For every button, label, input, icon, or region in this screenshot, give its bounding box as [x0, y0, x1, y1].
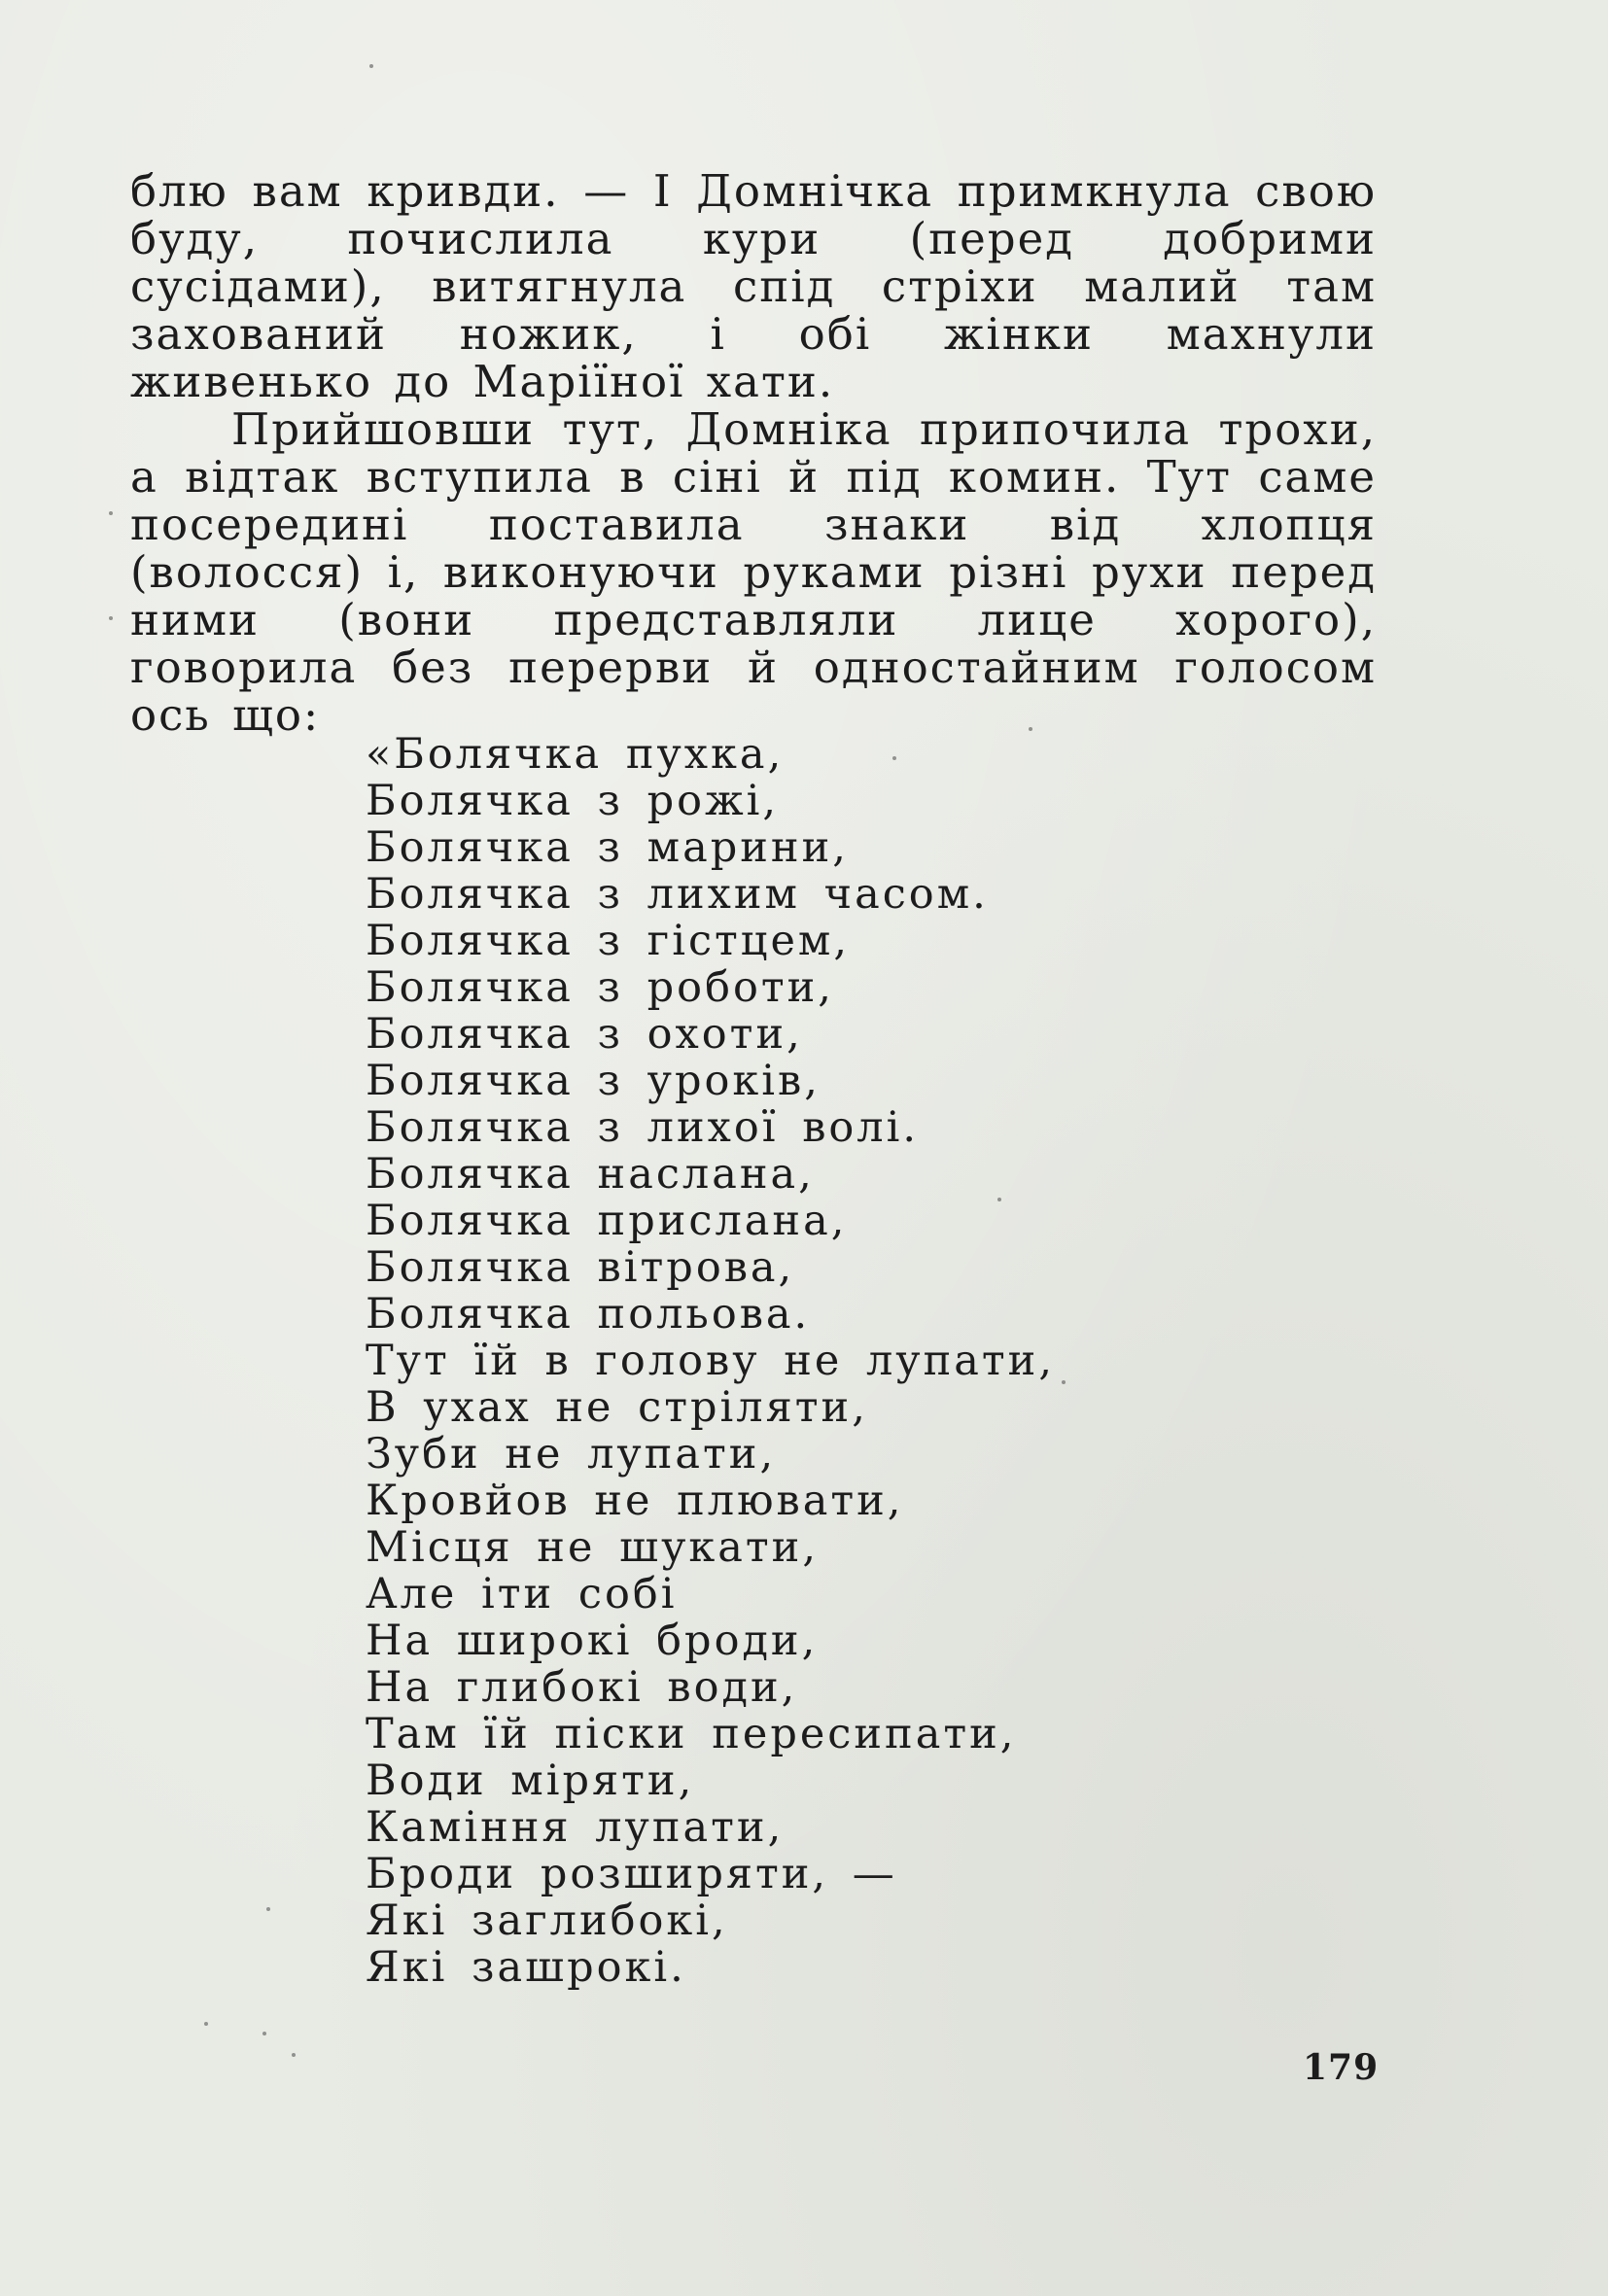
- scan-speck: [1062, 1380, 1066, 1384]
- verse-line-15: В ухах не стріляти,: [366, 1383, 868, 1432]
- verse-line-12: Болячка вітрова,: [366, 1243, 795, 1292]
- scan-speck: [997, 1198, 1001, 1201]
- verse-line-5: Болячка з гістцем,: [366, 917, 851, 965]
- verse-line-26: Які заглибокі,: [366, 1896, 728, 1945]
- verse-line-27: Які зашрокі.: [366, 1943, 686, 1992]
- paragraph-1: блю вам кривди. — І Домнічка примкнула свою буду, почислила кури (перед добрими сусідами), витягнула спід стріхи малий там захований ножик, і обі жінки махнули живенько до Маріїної хати.: [130, 165, 1377, 407]
- paragraph-2: Прийшовши тут, Домніка припочила трохи, а відтак вступила в сіні й під комин. Тут саме посередині поставила знаки від хлопця (волосся) і, виконуючи руками різні рухи перед ними (вони представляли лице хорого), говорила без перерви й одностайним голосом ось що:: [130, 403, 1377, 741]
- scan-speck: [262, 2032, 266, 2035]
- scan-speck: [204, 2022, 208, 2026]
- verse-line-17: Кровйов не плювати,: [366, 1477, 904, 1525]
- verse-line-25: Броди розширяти, —: [366, 1850, 897, 1898]
- scan-speck: [109, 511, 113, 515]
- scan-speck: [369, 64, 373, 68]
- verse-line-14: Тут їй в голову не лупати,: [366, 1337, 1055, 1385]
- incantation-verse: [366, 731, 1055, 1991]
- verse-line-7: Болячка з охоти,: [366, 1010, 803, 1059]
- verse-line-6: Болячка з роботи,: [366, 963, 834, 1012]
- verse-line-8: Болячка з уроків,: [366, 1057, 821, 1105]
- scan-speck: [1029, 727, 1032, 731]
- verse-line-2: Болячка з рожі,: [366, 777, 780, 825]
- page-number: 179: [1303, 2047, 1380, 2088]
- verse-line-4: Болячка з лихим часом.: [366, 870, 989, 919]
- prose-text: [130, 167, 1377, 739]
- verse-line-13: Болячка польова.: [366, 1290, 811, 1339]
- scan-speck: [892, 756, 896, 760]
- verse-line-21: На глибокі води,: [366, 1663, 798, 1712]
- verse-line-3: Болячка з марини,: [366, 823, 849, 872]
- verse-line-1: «Болячка пухка,: [366, 730, 785, 779]
- verse-line-19: Але іти собі: [366, 1570, 678, 1618]
- verse-line-24: Каміння лупати,: [366, 1803, 785, 1852]
- verse-line-23: Води міряти,: [366, 1757, 695, 1805]
- scan-speck: [292, 2053, 296, 2057]
- verse-line-16: Зуби не лупати,: [366, 1430, 777, 1478]
- verse-line-11: Болячка прислана,: [366, 1197, 848, 1245]
- scan-speck: [266, 1907, 270, 1911]
- verse-line-9: Болячка з лихої волі.: [366, 1103, 920, 1152]
- verse-line-18: Місця не шукати,: [366, 1523, 819, 1572]
- verse-line-20: На широкі броди,: [366, 1617, 819, 1665]
- scan-speck: [109, 616, 113, 620]
- verse-line-10: Болячка наслана,: [366, 1150, 815, 1199]
- verse-line-22: Там їй піски пересипати,: [366, 1710, 1017, 1758]
